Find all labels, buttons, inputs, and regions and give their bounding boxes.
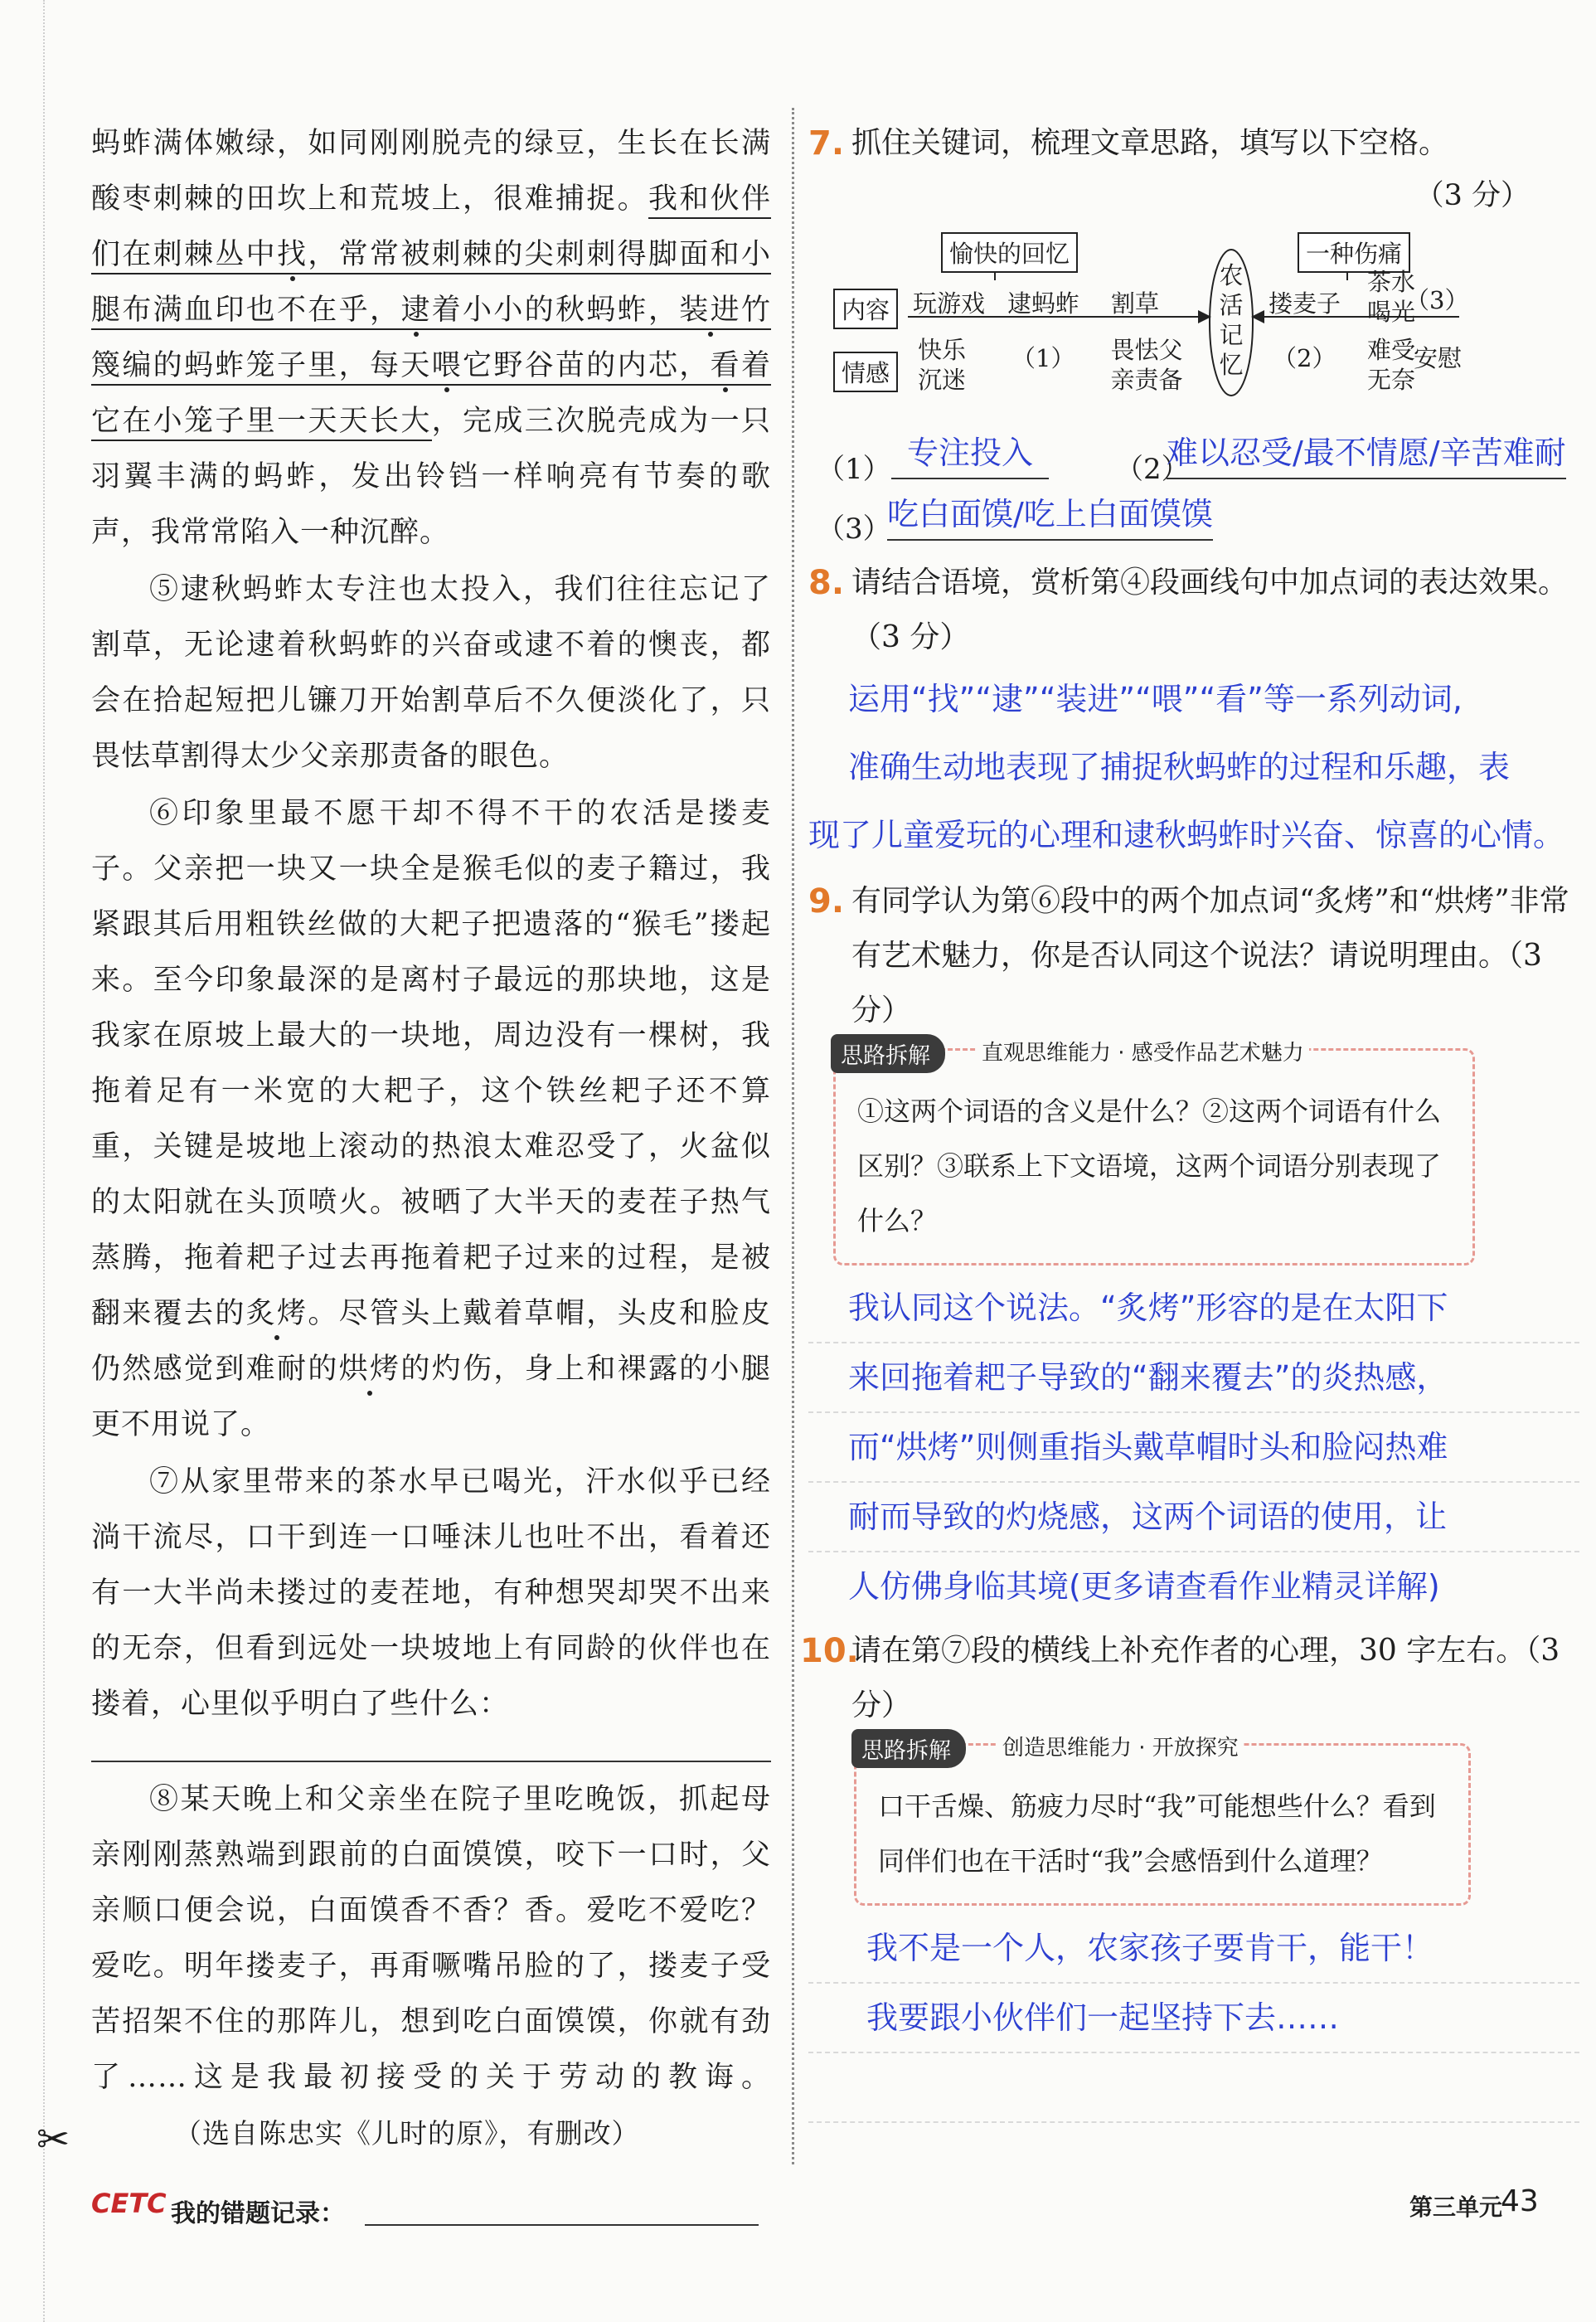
reading-passage xyxy=(91,116,771,2162)
diagram-item: 畏怯父亲责备 xyxy=(1110,336,1183,394)
question-7: 7. 抓住关键词，梳理文章思路，填写以下空格。 （3 分） 愉快的回忆 一种伤痛 内容 情感 农活记忆 玩游戏 逮蚂蚱 割草 搂麦子 茶水喝光 （3） 快乐沉迷 （1） 畏怯父亲责备 （2） 难受无奈 安慰 （1） 专注投入 （2） 难以忍受/最不情愿/辛苦难耐 （3） 吃白面馍/吃上白面馍馍 xyxy=(808,116,1579,551)
dotted-word: 找 xyxy=(277,238,308,271)
answer-line: 人仿佛身临其境(更多请查看作业精灵详解) xyxy=(848,1568,1440,1605)
score: （3 分） xyxy=(1414,179,1530,212)
answer-blank-2: 难以忍受/最不情愿/辛苦难耐 xyxy=(1167,428,1566,479)
question-number: 7. xyxy=(808,124,845,163)
column-divider xyxy=(792,108,794,2164)
diagram-item: 快乐沉迷 xyxy=(917,336,966,394)
scissors-icon: ✂ xyxy=(36,2116,70,2163)
paragraph-8: ⑧某天晚上和父亲坐在院子里吃晚饭，抓起母亲刚刚蒸熟端到跟前的白面馍馍，咬下一口时，父亲顺口便会说，白面馍香不香？香。爱吃不爱吃？爱吃。明年搂麦子，再甭噘嘴吊脸的了，搂麦子受苦招架不住的那阵儿，想到吃白面馍馍，你就有劲了……这是我最初接受的关于劳动的教诲。（选自陈忠实《儿时的原》，有删改） xyxy=(91,1772,771,2162)
page-footer xyxy=(91,2183,1584,2232)
answer-line: 耐而导致的灼烧感，这两个词语的使用，让 xyxy=(808,1483,1579,1552)
question-number: 8. xyxy=(808,564,845,602)
answer-line: 我要跟小伙伴们一起坚持下去…… xyxy=(808,1984,1579,2053)
thinking-tip xyxy=(854,1736,1471,1906)
tip-badge: 思路拆解 xyxy=(831,1034,945,1073)
diagram-item: 安慰 xyxy=(1414,344,1463,372)
answer-line: 我认同这个说法。“炙烤”形容的是在太阳下 xyxy=(808,1274,1579,1343)
error-record-line xyxy=(365,2224,759,2226)
question-10: 10. 请在第⑦段的横线上补充作者的心理，30 字左右。（3 分） 思路拆解 创造思维能力 · 开放探究 口干舌燥、筋疲力尽时“我”可能想些什么？看到同伴们也在干活时“我”会感悟到什么道理？ 我不是一个人，农家孩子要肯干，能干！ 我要跟小伙伴们一起坚持下去…… xyxy=(808,1624,1579,2123)
page-edge xyxy=(43,0,45,2322)
diagram-item: 玩游戏 xyxy=(913,289,986,318)
diagram-left-title: 愉快的回忆 xyxy=(941,232,1078,273)
paragraph-4: 蚂蚱满体嫩绿，如同刚刚脱壳的绿豆，生长在长满酸枣刺棘的田坎上和荒坡上，很难捕捉。我和伙伴们在刺棘丛中找，常常被刺棘的尖刺刺得脚面和小腿布满血印也不在乎，逮着小小的秋蚂蚱，装进竹篾编的蚂蚱笼子里，每天喂它野谷苗的内芯，看着它在小笼子里一天天长大，完成三次脱壳成为一只羽翼丰满的蚂蚱，发出铃铛一样响亮有节奏的歌声，我常常陷入一种沉醉。 xyxy=(91,127,771,549)
answer-line: 运用“找”“逮”“装进”“喂”“看”等一系列动词, xyxy=(848,681,1463,717)
answer-blank-3: 吃白面馍/吃上白面馍馍 xyxy=(887,489,1213,541)
dotted-word: 烘烤 xyxy=(338,1353,401,1386)
paragraph-7: ⑦从家里带来的茶水早已喝光，汗水似乎已经淌干流尽，口干到连一口唾沫儿也吐不出，看着还有一大半尚未搂过的麦茬地，有种想哭却哭不出来的无奈，但看到远处一块坡地上有同龄的伙伴也在搂着，心里似乎明白了些什么： xyxy=(91,1465,771,1721)
tip-title: 创造思维能力 · 开放探究 xyxy=(997,1731,1244,1761)
dotted-word: 装进 xyxy=(679,294,741,327)
diagram-blank-3: （3） xyxy=(1405,286,1469,314)
diagram-item: 茶水喝光 xyxy=(1366,268,1415,326)
answer-line-empty xyxy=(808,2053,1579,2123)
question-8: 8. 请结合语境，赏析第④段画线句中加点词的表达效果。（3 分） 运用“找”“逮”“装进”“喂”“看”等一系列动词, 准确生动地表现了捕捉秋蚂蚱的过程和乐趣，表 现了儿童爱玩的心理和逮秋蚂蚱时兴奋、惊喜的心情。 xyxy=(808,556,1579,869)
page-number: 43 xyxy=(1501,2184,1539,2218)
answer-line: 来回拖着耙子导致的“翻来覆去”的炎热感， xyxy=(808,1343,1579,1413)
dotted-word: 喂 xyxy=(431,349,463,382)
answer-blank-1: 专注投入 xyxy=(891,428,1049,479)
dotted-word: 炙烤 xyxy=(245,1297,308,1330)
error-record-label: 我的错题记录： xyxy=(171,2199,345,2228)
dotted-word: 逮 xyxy=(400,294,432,327)
answer-line: 准确生动地表现了捕捉秋蚂蚱的过程和乐趣，表 xyxy=(848,749,1511,785)
underlined-sentence: 我和伙伴们在刺棘丛中找，常常被刺棘的尖刺刺得脚面和小腿布满血印也不在乎，逮着小小的秋蚂蚱，装进竹篾编的蚂蚱笼子里，每天喂它野谷苗的内芯，看着它在小笼子里一天天长大 xyxy=(91,182,771,441)
dotted-word: 看 xyxy=(710,349,741,382)
questions-column xyxy=(800,116,1579,2123)
diagram-center: 农活记忆 xyxy=(1219,261,1244,379)
diagram-item: 难受无奈 xyxy=(1366,336,1415,394)
diagram-right-title: 一种伤痛 xyxy=(1298,232,1410,273)
diagram-row-label-emotion: 情感 xyxy=(833,352,898,392)
diagram-item: 割草 xyxy=(1111,289,1160,318)
diagram-row-label-content: 内容 xyxy=(833,289,898,329)
diagram-blank-1: （1） xyxy=(1011,344,1075,372)
tip-title: 直观思维能力 · 感受作品艺术魅力 xyxy=(977,1036,1309,1066)
answer-line: 我不是一个人，农家孩子要肯干，能干！ xyxy=(808,1914,1579,1984)
brand-logo: CETC xyxy=(91,2188,167,2219)
structure-diagram xyxy=(833,227,1469,426)
question-9: 9. 有同学认为第⑥段中的两个加点词“炙烤”和“烘烤”非常有艺术魅力，你是否认同这个说法？请说明理由。（3 分） 思路拆解 直观思维能力 · 感受作品艺术魅力 ①这两个词语的含义是什么？②这两个词语有什么区别？③联系上下文语境，这两个词语分别表现了什么？ 我认同这个说法。“炙烤”形容的是在太阳下 来回拖着耙子导致的“翻来覆去”的炎热感， 而“烘烤”则侧重指头戴草帽时头和脸闷热难 耐而导致的灼烧感，这两个词语的使用，让 人仿佛身临其境(更多请查看作业精灵详解) xyxy=(808,874,1579,1620)
thinking-tip xyxy=(833,1041,1475,1265)
question-number: 9. xyxy=(808,882,845,921)
source-citation: （选自陈忠实《儿时的原》，有删改） xyxy=(174,2117,640,2150)
blank-answers-row: （3） 吃白面馍/吃上白面馍馍 xyxy=(808,491,1579,551)
diagram-blank-2: （2） xyxy=(1273,344,1336,372)
paragraph-6: ⑥印象里最不愿干却不得不干的农活是搂麦子。父亲把一块又一块全是猴毛似的麦子籍过，我紧跟其后用粗铁丝做的大耙子把遗落的“猴毛”搂起来。至今印象最深的是离村子最远的那块地，这是我家在原坡上最大的一块地，周边没有一棵树，我拖着足有一米宽的大耙子，这个铁丝耙子还不算重，关键是坡地上滚动的热浪太难忍受了，火盆似的太阳就在头顶喷火。被晒了大半天的麦茬子热气蒸腾，拖着耙子过去再拖着耙子过来的过程，是被翻来覆去的炙烤。尽管头上戴着草帽，头皮和脸皮仍然感觉到难耐的烘烤的灼伤，身上和裸露的小腿更不用说了。 xyxy=(91,797,771,1441)
question-number: 10. xyxy=(800,1632,859,1670)
unit-label: 第三单元 xyxy=(1409,2193,1503,2221)
answer-line: 现了儿童爱玩的心理和逮秋蚂蚱时兴奋、惊喜的心情。 xyxy=(808,817,1565,853)
answer-line: 而“烘烤”则侧重指头戴草帽时头和脸闷热难 xyxy=(808,1413,1579,1483)
tip-badge: 思路拆解 xyxy=(851,1729,966,1768)
blank-answers-row: （1） 专注投入 （2） 难以忍受/最不情愿/辛苦难耐 xyxy=(808,435,1579,491)
diagram-item: 逮蚂蚱 xyxy=(1007,289,1080,318)
diagram-item: 搂麦子 xyxy=(1269,289,1341,318)
paragraph-5: ⑤逮秋蚂蚱太专注也太投入，我们往往忘记了割草，无论逮着秋蚂蚱的兴奋或逮不着的懊丧，都会在拾起短把儿镰刀开始割草后不久便淡化了，只畏怯草割得太少父亲那责备的眼色。 xyxy=(91,573,771,773)
fill-in-line xyxy=(91,1761,771,1762)
tip-body: 口干舌燥、筋疲力尽时“我”可能想些什么？看到同伴们也在干活时“我”会感悟到什么道理？ xyxy=(878,1790,1436,1877)
tip-body: ①这两个词语的含义是什么？②这两个词语有什么区别？③联系上下文语境，这两个词语分别表现了什么？ xyxy=(857,1095,1442,1236)
